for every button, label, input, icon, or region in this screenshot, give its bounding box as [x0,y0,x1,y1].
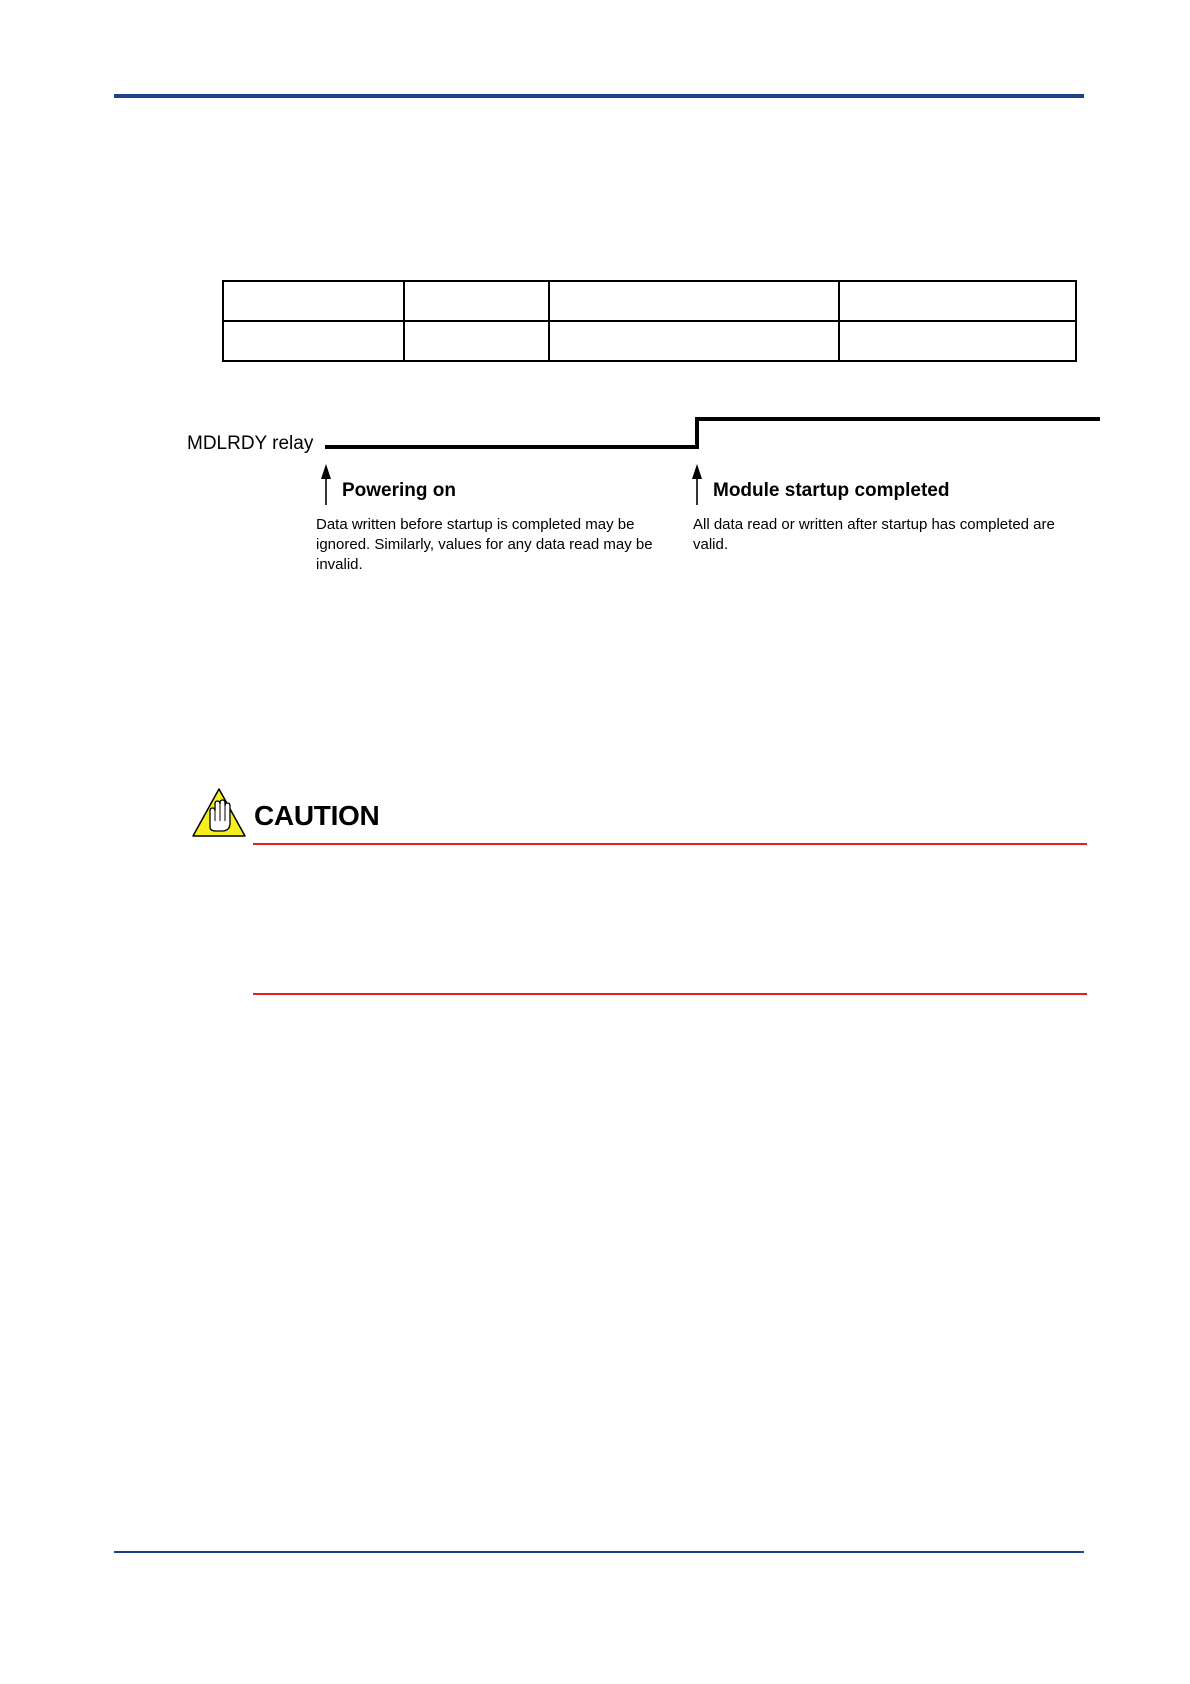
event-title-powering-on: Powering on [342,480,456,501]
powering-on-arrow-icon [321,464,331,505]
caution-heading: CAUTION [254,800,380,831]
caution-hand-icon [191,787,247,839]
timing-waveform [0,0,1190,600]
caution-bottom-rule [253,993,1087,995]
event-description-startup-completed: All data read or written after startup has completed are valid. [693,516,1055,553]
timing-diagram [0,0,1190,600]
event-title-startup-completed: Module startup completed [713,480,950,501]
caution-top-rule [253,843,1087,845]
mdlrdy-signal-line [325,419,1100,447]
startup-completed-arrow-icon [692,464,702,505]
event-description-powering-on: Data written before startup is completed may be ignored. Similarly, values for any data read may be invalid. [316,516,653,573]
footer-rule [114,1551,1084,1553]
signal-label: MDLRDY relay [187,433,314,454]
